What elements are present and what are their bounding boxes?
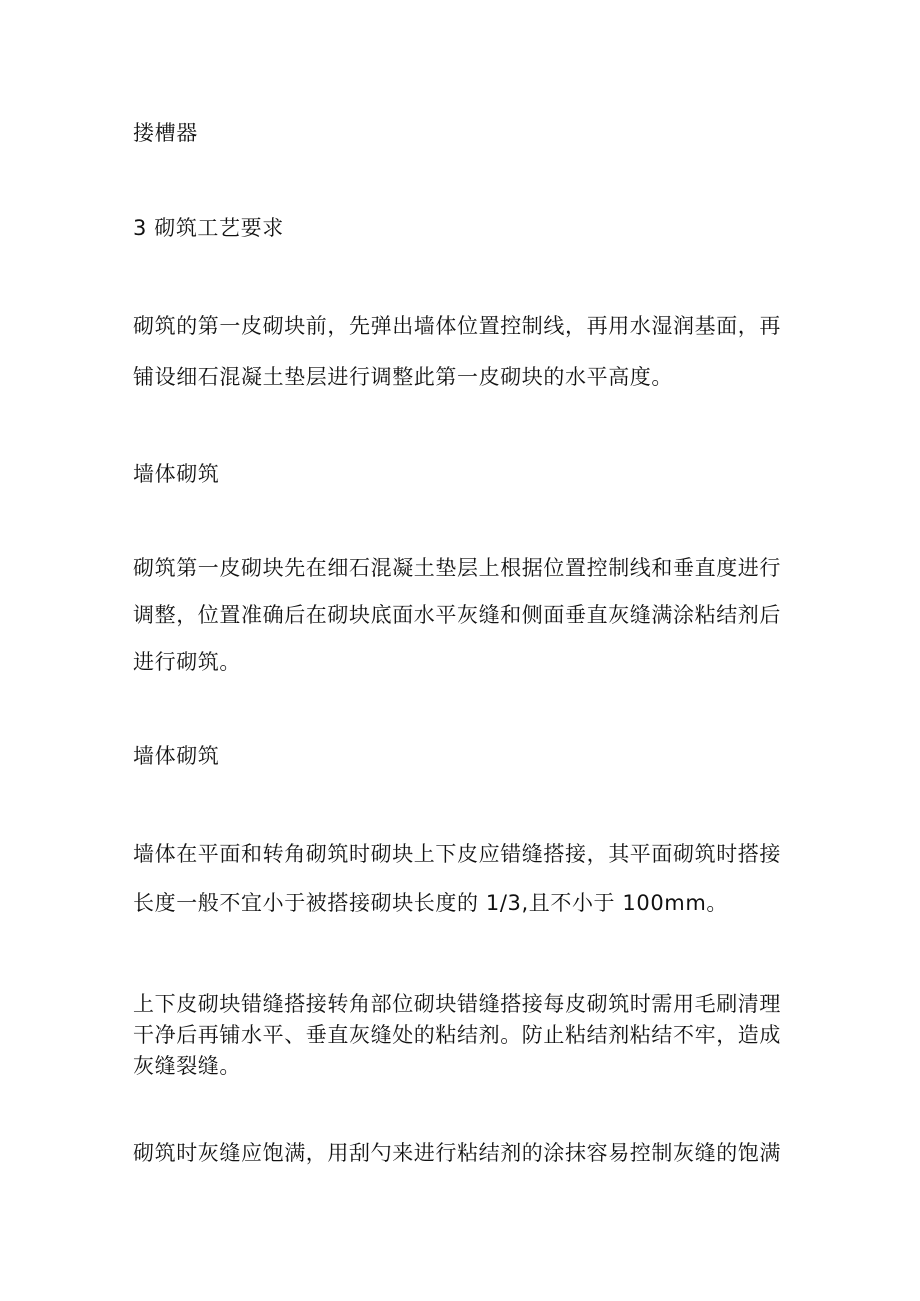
subheading-wall-masonry-2: 墙体砌筑 [133,744,220,768]
paragraph-cleaning-line-3: 灰缝裂缝。 [133,1054,241,1078]
paragraph-first-block-line-2: 调整，位置准确后在砌块底面水平灰缝和侧面垂直灰缝满涂粘结剂后 [133,603,781,627]
section-heading-masonry-process: 3 砌筑工艺要求 [133,216,284,240]
paragraph-cleaning-line-1: 上下皮砌块错缝搭接转角部位砌块错缝搭接每皮砌筑时需用毛刷清理 [133,992,781,1016]
paragraph-first-block-line-3: 进行砌筑。 [133,650,241,674]
heading-slot-tool: 搂槽器 [133,121,198,145]
paragraph-first-block-line-1: 砌筑第一皮砌块先在细石混凝土垫层上根据位置控制线和垂直度进行 [133,556,781,580]
paragraph-staggered-joints-line-1: 墙体在平面和转角砌筑时砌块上下皮应错缝搭接，其平面砌筑时搭接 [133,842,781,866]
paragraph-first-course-line-1: 砌筑的第一皮砌块前，先弹出墙体位置控制线，再用水湿润基面，再 [133,314,781,338]
paragraph-first-course-line-2: 铺设细石混凝土垫层进行调整此第一皮砌块的水平高度。 [133,365,673,389]
paragraph-cleaning-line-2: 干净后再铺水平、垂直灰缝处的粘结剂。防止粘结剂粘结不牢，造成 [133,1023,781,1047]
paragraph-full-joints-line-1: 砌筑时灰缝应饱满，用刮勺来进行粘结剂的涂抹容易控制灰缝的饱满 [133,1141,781,1165]
paragraph-staggered-joints-line-2: 长度一般不宜小于被搭接砌块长度的 1/3,且不小于 100mm。 [133,891,729,915]
subheading-wall-masonry-1: 墙体砌筑 [133,462,220,486]
